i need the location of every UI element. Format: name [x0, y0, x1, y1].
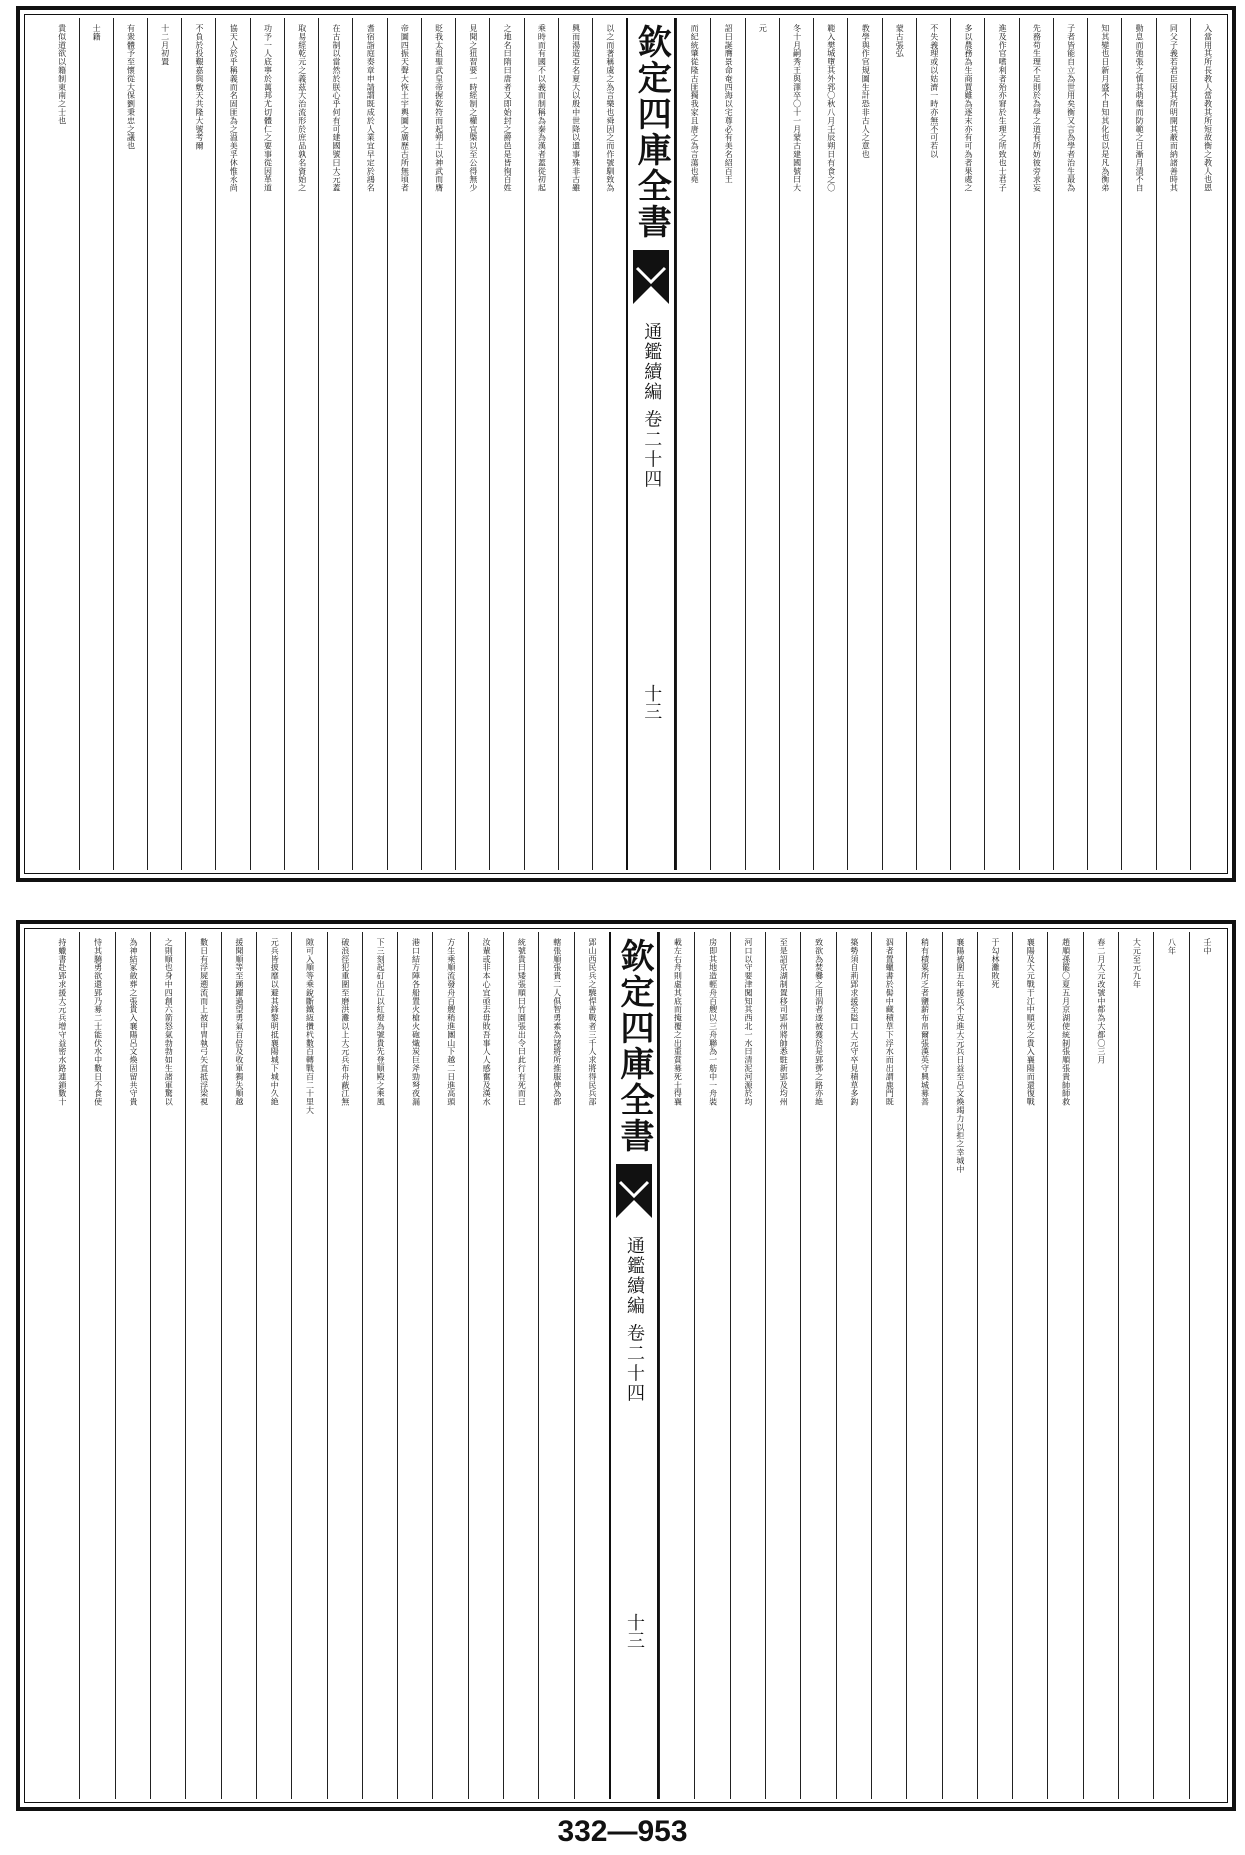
text-column — [489, 18, 523, 870]
commentary-text: 郢山西民兵之驍悍善戰者三千人求將得民兵部 — [588, 938, 598, 1106]
commentary-text: 先務苟生理不足則於為學之道有所妨彼旁求妄 — [1032, 24, 1042, 192]
text-column — [574, 932, 609, 1799]
banner-title: 欽定四庫全書 — [614, 938, 654, 1154]
commentary-text: 同父子義若君臣因其所明開其蔽而納諸善時其 — [1169, 24, 1179, 192]
commentary-text: 統號貴曰矮張順曰竹園張出令曰此行有死而已 — [517, 938, 527, 1106]
text-column — [765, 932, 800, 1799]
commentary-text: 有衆體予至懷從大保劉秉忠之議也 — [126, 24, 136, 150]
text-column — [1156, 18, 1190, 870]
commentary-text: 以之而著稱虞之為言樂也舜因之而作號馴致為 — [605, 24, 615, 192]
text-column — [779, 18, 813, 870]
commentary-text: 港口結方陣各船置火槍火砲熾炭巨斧勁弩夜漏 — [411, 938, 421, 1106]
commentary-text: 隙可入順等乘銳斷鐵絚攢杙數百轉戰百二十里大 — [305, 938, 315, 1115]
text-column — [800, 932, 835, 1799]
text-column — [387, 18, 421, 870]
fish-tail-ornament — [631, 248, 671, 306]
text-column — [906, 932, 941, 1799]
commentary-text: 動息而弛張之慎其萌蘖而防範之日漸月漬不自 — [1135, 24, 1145, 192]
bottom-page — [16, 920, 1236, 1811]
text-column — [468, 932, 503, 1799]
commentary-text: 稍有積粟所乏者鹽薪布帛爾張漢英守興城募善 — [920, 938, 930, 1106]
commentary-text: 帝圖四振天聲大恢土宇輿圖之廣歷古所無頃者 — [400, 24, 410, 192]
commentary-text: 壬中 — [1203, 938, 1213, 955]
main-text: 春二月大元改號中都為大都〇三月 — [1096, 938, 1106, 1064]
commentary-text: 不負於投艱嘉與敷天共隆大號考爾 — [195, 24, 205, 150]
text-column — [916, 18, 950, 870]
commentary-text: 襄陽被圍五年援兵不克進大元兵日益至呂文煥竭力以拒之幸城中 — [955, 938, 965, 1174]
top-page-columns — [28, 18, 1224, 870]
commentary-text: 教學與作官規圖生計恐非古人之意也 — [861, 24, 871, 159]
text-column — [1190, 18, 1224, 870]
text-column — [1118, 932, 1153, 1799]
commentary-text: 知其變也日新月盛不自知其化也以是凡為衡弟 — [1100, 24, 1110, 192]
text-column — [538, 932, 573, 1799]
commentary-text: 援聞順等至踴躍過望勇氣百倍及收軍獨失順越 — [234, 938, 244, 1106]
commentary-text: 乘時而有國不以義而制稱為秦為漢者蓋從初起 — [537, 24, 547, 192]
text-column — [1153, 932, 1188, 1799]
text-column — [745, 18, 779, 870]
text-column — [1047, 932, 1082, 1799]
centre-banner — [626, 18, 676, 870]
commentary-text: 方生乘順流發舟百艘稍進團山下越二日進高頭 — [446, 938, 456, 1106]
folio-number: 十三 — [624, 1613, 645, 1649]
text-column — [250, 18, 284, 870]
text-column — [836, 932, 871, 1799]
text-column — [710, 18, 744, 870]
text-column — [871, 932, 906, 1799]
main-text: 蒙古張弘 — [895, 24, 905, 58]
text-column — [847, 18, 881, 870]
commentary-text: 築勢須自荊郢求援至隘口大元守卒見積草多鈎 — [849, 938, 859, 1106]
commentary-text: 多以農務為生商賈雖為逐末亦有可為者果處之 — [963, 24, 973, 192]
banner-subtitle: 通鑑續編 卷二十四 — [624, 1236, 645, 1404]
commentary-text: 為神結冢斂葬之張貴入襄陽呂文煥固留共守貴 — [128, 938, 138, 1106]
text-column — [1012, 932, 1047, 1799]
text-column — [1019, 18, 1053, 870]
commentary-text: 而紀統肇從隆古匪獨我家且唐之為言蕩也堯 — [690, 24, 700, 184]
commentary-text: 破浪徑犯重圍至磨洪灘以上大元兵布舟蔽江無 — [340, 938, 350, 1106]
text-column — [950, 18, 984, 870]
commentary-text: 之地名曰隋曰唐者又即始封之爵邑是皆徇百姓 — [503, 24, 513, 192]
text-column — [882, 18, 916, 870]
commentary-text: 子者皆能自立為世用矣衡又言為學者治生最為 — [1066, 24, 1076, 192]
text-column — [1087, 18, 1121, 870]
text-column — [397, 932, 432, 1799]
commentary-text: 汝輩或非本心宜亟去毋敗吾事人人感奮及漢水 — [482, 938, 492, 1106]
text-column — [1083, 932, 1118, 1799]
text-column — [185, 932, 220, 1799]
text-column — [942, 932, 977, 1799]
text-column — [977, 932, 1012, 1799]
text-column — [327, 932, 362, 1799]
text-column — [455, 18, 489, 870]
text-column — [694, 932, 729, 1799]
fish-tail-ornament-icon — [631, 248, 671, 306]
commentary-text: 在古制以當然於朕心乎何有可建國號曰大元蓋 — [331, 24, 341, 192]
commentary-text: 貴似道欲以籍制東南之士也 — [57, 24, 67, 125]
commentary-text: 耆宿詣庭奏章申請謂既成於人業宜早定於鴻名 — [366, 24, 376, 192]
commentary-text: 載左右舟則虛其底而掩覆之出重賞募死士得襄 — [673, 938, 683, 1106]
commentary-text: 大元至元九年 — [1132, 938, 1142, 989]
text-column — [1121, 18, 1155, 870]
text-column — [79, 932, 114, 1799]
fish-tail-ornament-icon — [614, 1162, 654, 1220]
commentary-text: 房即其地造輕舟百艘以三舟聯為一舫中一舟裝 — [708, 938, 718, 1106]
commentary-text: 下三刻起矴出江以紅燈為號貴先登順殿之乘風 — [376, 938, 386, 1106]
commentary-text: 數日有浮屍遡流而上被甲冑執弓矢直抵浮梁視 — [199, 938, 209, 1106]
commentary-text: 入當用其所長教人當教其所短故衡之教人也恩 — [1203, 24, 1213, 192]
text-column — [147, 18, 181, 870]
commentary-text: 之則順也身中四創六箭怒氣勃勃如生諸軍驚以 — [164, 938, 174, 1106]
commentary-text: 不失義理或以姑濟一時亦無不可若以 — [929, 24, 939, 159]
text-column — [558, 18, 592, 870]
banner-title: 欽定四庫全書 — [631, 24, 672, 240]
commentary-text: 轄張順張貴二人俱智勇素為諸將所推服俾為都 — [552, 938, 562, 1106]
text-column — [659, 932, 694, 1799]
text-column — [730, 932, 765, 1799]
text-column — [284, 18, 318, 870]
page-code: 332—953 — [557, 1815, 688, 1848]
text-column — [1189, 932, 1224, 1799]
text-column — [984, 18, 1018, 870]
commentary-text: 見聞之狃習要一時經制之權宜槩以至公得無少 — [468, 24, 478, 192]
text-column — [44, 18, 78, 870]
text-column — [676, 18, 710, 870]
text-column — [44, 932, 79, 1799]
main-text: 于勾林灘敗死 — [990, 938, 1000, 989]
main-text: 士籍 — [92, 24, 102, 41]
commentary-text: 河口以守要津闖知其西北一水曰清泥河源於均 — [743, 938, 753, 1106]
main-text: 趙順孫罷〇夏五月京湖使統制張順張貴帥師救 — [1061, 938, 1071, 1106]
top-page — [16, 6, 1236, 882]
text-column — [813, 18, 847, 870]
text-column — [79, 18, 113, 870]
text-column — [291, 932, 326, 1799]
text-column — [181, 18, 215, 870]
main-text: 元 — [758, 24, 768, 33]
fish-tail-ornament — [614, 1162, 654, 1220]
commentary-text: 興而湯造亞名夏大以殷中世降以還事殊非古雖 — [571, 24, 581, 192]
commentary-text: 協天人於乎稱義而名固匪為之溢美孚休惟永尚 — [229, 24, 239, 192]
main-text: 十二月初置 — [160, 24, 170, 66]
text-column — [215, 18, 249, 870]
commentary-text: 泅者置蠟書於髻中藏積草下浮水而出謂鹿門既 — [885, 938, 895, 1106]
folio-number: 十三 — [641, 684, 663, 720]
commentary-text: 元兵皆披靡以避其鋒黎明抵襄陽城下城中久絶 — [270, 938, 280, 1106]
text-column — [421, 18, 455, 870]
main-text: 襄陽及大元戰于江中順死之貴入襄陽而還復戰 — [1026, 938, 1036, 1106]
commentary-text: 恃其驍勇欲還郢乃募二士能伏水中數日不食使 — [93, 938, 103, 1106]
commentary-text: 持蠟書赴郢求援大元兵增守益密水路連鎖數十 — [57, 938, 67, 1106]
commentary-text: 進及作官嗜利者殆亦窘於生理之所致也士君子 — [998, 24, 1008, 192]
bottom-page-columns — [28, 932, 1224, 1799]
text-column — [150, 932, 185, 1799]
main-text: 八年 — [1167, 938, 1177, 955]
commentary-text: 取易經乾元之義茲大治流形於庶品孰名資始之 — [297, 24, 307, 192]
banner-subtitle: 通鑑續編 卷二十四 — [641, 322, 663, 490]
text-column — [1053, 18, 1087, 870]
text-column — [592, 18, 626, 870]
text-column — [503, 932, 538, 1799]
main-text: 冬十月嗣秀王與澤卒〇十一月蒙古建國號曰大 — [792, 24, 802, 192]
commentary-text: 貶我太祖聖武皇帝握乾符而起朔土以神武而膺 — [434, 24, 444, 192]
text-column — [221, 932, 256, 1799]
commentary-text: 功予一人底寧於萬邦尤切體仁之要事從因革道 — [263, 24, 273, 192]
commentary-text: 致欲為焚爨之用泅者遂被獲於是郢鄧之路亦絶 — [814, 938, 824, 1106]
text-column — [318, 18, 352, 870]
text-column — [432, 932, 467, 1799]
commentary-text: 詔曰誕膺景命奄四海以宅尊必有美名紹百王 — [724, 24, 734, 184]
text-column — [256, 932, 291, 1799]
centre-banner — [609, 932, 659, 1799]
text-column — [524, 18, 558, 870]
text-column — [362, 932, 397, 1799]
text-column — [352, 18, 386, 870]
commentary-text: 至是詔京湖制置移司郢州將帥悉駐新郢及均州 — [779, 938, 789, 1106]
main-text: 範入樊城墮其外郛〇秋八月壬辰朔日有食之〇 — [826, 24, 836, 192]
text-column — [113, 18, 147, 870]
text-column — [115, 932, 150, 1799]
